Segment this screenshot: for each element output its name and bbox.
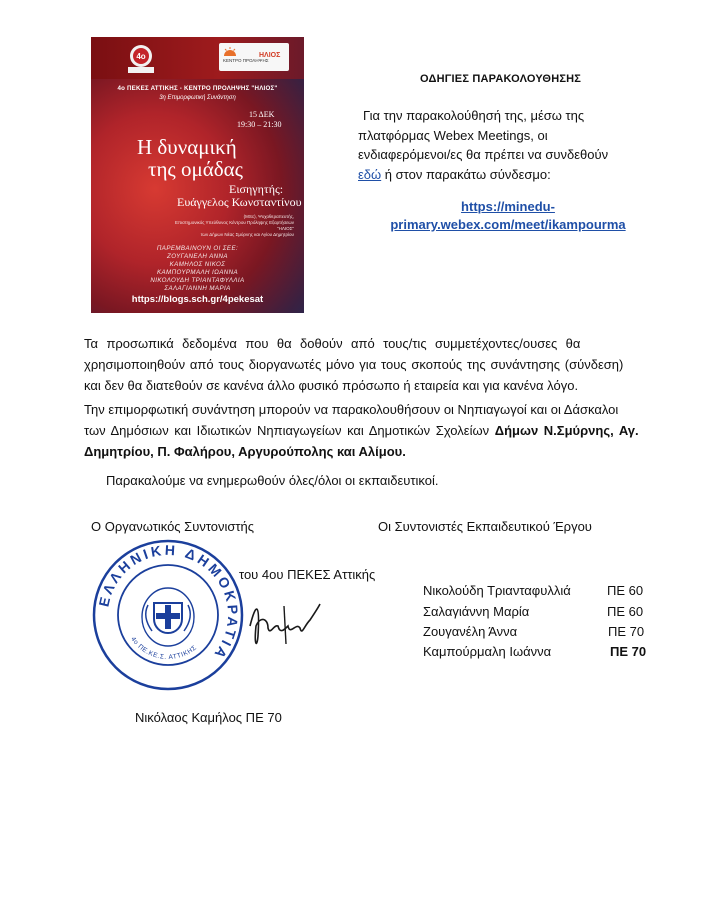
poster-organizer: 4ο ΠΕΚΕΣ ΑΤΤΙΚΗΣ - ΚΕΝΤΡΟ ΠΡΟΛΗΨΗΣ "ΗΛΙΟΣ": [117, 85, 278, 92]
stamp-ring-text: ΕΛΛΗΝΙΚΗ ΔΗΜΟΚΡΑΤΙΑ: [95, 541, 242, 664]
sun-icon: [223, 47, 237, 56]
poster-participant: ΖΟΥΓΑΝΕΛΗ ΑΝΝΑ: [167, 253, 228, 260]
poster-meeting-number: 3η Επιμορφωτική Συνάντηση: [159, 95, 236, 101]
svg-text:4ο ΠΕ.ΚΕ.Σ. ΑΤΤΙΚΗΣ: [129, 636, 198, 661]
coordinator-name: Καμπούρμαλη Ιωάννα: [423, 644, 552, 659]
coordinator-member: [423, 644, 647, 659]
privacy-line: χρησιμοποιηθούν από τους διοργανωτές μόνο για τους σκοπούς της συνάντησης (σύνδεση): [84, 357, 624, 372]
helios-logo-caption: ΚΕΝΤΡΟ ΠΡΟΛΗΨΗΣ: [223, 58, 269, 63]
instructions-line: ενδιαφερόμενοι/ες θα πρέπει να συνδεθούν: [358, 147, 609, 162]
audience-line-3: [84, 441, 648, 462]
instructions-title: ΟΔΗΓΙΕΣ ΠΑΡΑΚΟΛΟΥΘΗΣΗΣ: [420, 73, 582, 85]
poster-participants-label: ΠΑΡΕΜΒΑΙΝΟΥΝ ΟΙ ΣΕΕ:: [156, 245, 239, 252]
audience-paragraph: [84, 399, 648, 462]
privacy-paragraph: [84, 333, 648, 396]
poster-title-line2: της ομάδας: [148, 157, 243, 181]
poster-date: 15 ΔΕΚ: [249, 110, 275, 119]
coordinator-member: [423, 624, 645, 639]
coordinator-name: Νικολούδη Τριανταφυλλιά: [423, 583, 571, 598]
stamp-inner-text: 4ο ΠΕ.ΚΕ.Σ. ΑΤΤΙΚΗΣ: [129, 635, 199, 662]
poster-participant: ΣΑΛΑΓΙΑΝΝΗ ΜΑΡΙΑ: [164, 285, 231, 292]
coordinator-role: ΠΕ 70: [608, 624, 645, 639]
audience-line-2: [84, 420, 648, 441]
handwritten-signature-icon: [244, 596, 324, 652]
coordinator-name: Ζουγανέλη Άννα: [423, 624, 518, 639]
instructions-text: [345, 106, 645, 184]
pekes-logo-icon: [124, 43, 158, 75]
webex-url-line1[interactable]: https://minedu-: [461, 199, 555, 214]
poster-title-line1: Η δυναμική: [137, 135, 237, 159]
here-link[interactable]: εδώ: [358, 166, 382, 182]
poster-participant: ΚΑΜΠΟΥΡΜΑΛΗ ΙΩΑΝΝΑ: [156, 269, 239, 276]
webex-url-line2[interactable]: primary.webex.com/meet/ikampourma: [390, 217, 626, 232]
privacy-line: και δεν θα διατεθούν σε κανένα άλλο φυσικό πρόσωπο ή εταιρεία και για κανένα λόγο.: [84, 378, 579, 393]
coordinator-role: ΠΕ 60: [607, 583, 644, 598]
pekes-logo-text: 4ο: [136, 52, 146, 61]
poster-speaker-label: Εισηγητής:: [229, 182, 284, 196]
coordinators-title: Οι Συντονιστές Εκπαιδευτικού Έργου: [378, 519, 592, 534]
webex-link[interactable]: [383, 198, 633, 234]
coordinator-role: ΠΕ 70: [610, 644, 647, 659]
coordinator-name: Σαλαγιάννη Μαρία: [423, 604, 530, 619]
coordinator-member: [423, 604, 644, 619]
notice-text: Παρακαλούμε να ενημερωθούν όλες/όλοι οι εκπαιδευτικοί.: [106, 473, 439, 488]
instructions-line-rest: ή στον παρακάτω σύνδεσμο:: [381, 166, 551, 182]
coordinator-member: [423, 583, 644, 598]
official-stamp-icon: [90, 537, 246, 693]
poster-credential: (MSc), Ψυχοθεραπευτής,: [243, 214, 294, 219]
organizing-coordinator-title: Ο Οργανωτικός Συντονιστής: [91, 519, 255, 534]
poster-credential: "ΗΛΙΟΣ": [277, 226, 294, 231]
audience-line-2-start: των Δημόσιων και Ιδιωτικών Νηπιαγωγείων και Δημοτικών Σχολείων: [84, 423, 495, 438]
poster-credential: των Δήμων Νέας Σμύρνης και Αγίου Δημητρίου: [200, 232, 294, 237]
poster-participant: ΚΑΜΗΛΟΣ ΝΙΚΟΣ: [169, 261, 226, 268]
instructions-line: πλατφόρμας Webex Meetings, οι: [358, 127, 548, 143]
coordinator-role: ΠΕ 60: [607, 604, 644, 619]
signer-name: Νικόλαος Καμήλος ΠΕ 70: [135, 710, 282, 725]
instructions-line-4: [345, 165, 645, 185]
privacy-line: Τα προσωπικά δεδομένα που θα δοθούν από τους/τις συμμετέχοντες/ουσες θα: [84, 336, 581, 351]
audience-municipalities-cont: Δημητρίου, Π. Φαλήρου, Αργυρούπολης και Αλίμου.: [84, 444, 406, 459]
poster-credential: Επιστημονικός Υπεύθυνος Κέντρου Πρόληψης Εξαρτήσεων: [175, 220, 294, 225]
poster-speaker-name: Ευάγγελος Κωνσταντίνου: [177, 195, 302, 209]
helios-logo-name: ΗΛΙΟΣ: [259, 52, 281, 59]
poster-participant: ΝΙΚΟΛΟΥΔΗ ΤΡΙΑΝΤΑΦΥΛΛΙΑ: [150, 277, 245, 284]
poster-blog-url: https://blogs.sch.gr/4pekesat: [131, 294, 264, 305]
poster-time: 19:30 – 21:30: [237, 120, 282, 129]
audience-municipalities: Δήμων Ν.Σμύρνης, Αγ.: [494, 423, 639, 438]
helios-logo: [219, 43, 289, 71]
event-poster: [91, 37, 304, 313]
instructions-line: Για την παρακολούθησή της, μέσω της: [363, 108, 585, 123]
of-pekes-text: του 4ου ΠΕΚΕΣ Αττικής: [239, 567, 376, 582]
audience-line: Την επιμορφωτική συνάντηση μπορούν να παρακολουθήσουν οι Νηπιαγωγοί και οι Δάσκαλοι: [84, 402, 619, 417]
